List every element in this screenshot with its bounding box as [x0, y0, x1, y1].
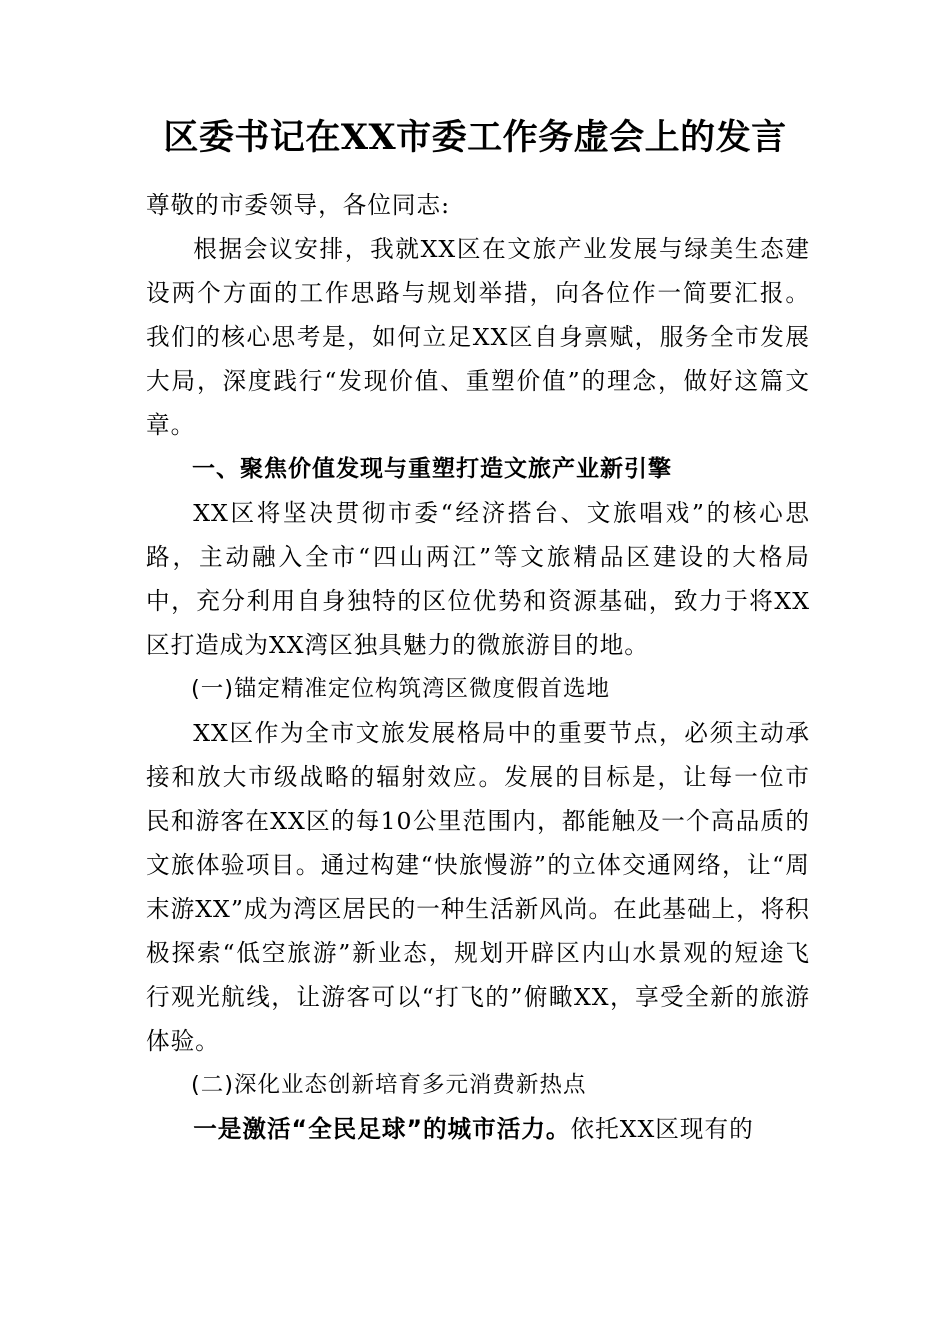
document-body [146, 183, 810, 1151]
subsection-2-text: 依托XX区现有的 [570, 1115, 754, 1143]
subsection-2-paragraph [146, 1107, 810, 1151]
subsection-2-lead: 一是激活“全民足球”的城市活力。 [193, 1115, 571, 1143]
intro-paragraph: 根据会议安排，我就XX区在文旅产业发展与绿美生态建设两个方面的工作思路与规划举措，向各位作一简要汇报。我们的核心思考是，如何立足XX区自身禀赋，服务全市发展大局，深度践行“发现价值、重塑价值”的理念，做好这篇文章。 [146, 235, 810, 439]
section-1-heading: 一、聚焦价值发现与重塑打造文旅产业新引擎 [192, 456, 672, 482]
subsection-1-heading: (一)锚定精准定位构筑湾区微度假首选地 [191, 676, 611, 702]
subsection-1-paragraph: XX区作为全市文旅发展格局中的重要节点，必须主动承接和放大市级战略的辐射效应。发展的目标是，让每一位市民和游客在XX区的每10公里范围内，都能触及一个高品质的文旅体验项目。通过构建“快旅慢游”的立体交通网络，让“周末游XX”成为湾区居民的一种生活新风尚。在此基础上，将积极探索“低空旅游”新业态，规划开辟区内山水景观的短途飞行观光航线，让游客可以“打飞的”俯瞰XX，享受全新的旅游体验。 [146, 719, 810, 1055]
document-title: 区委书记在XX市委工作务虚会上的发言 [163, 117, 787, 158]
subsection-2-heading: (二)深化业态创新培育多元消费新热点 [191, 1072, 587, 1098]
section-1-paragraph: XX区将坚决贯彻市委“经济搭台、文旅唱戏”的核心思路，主动融入全市“四山两江”等文旅精品区建设的大格局中，充分利用自身独特的区位优势和资源基础，致力于将XX区打造成为XX湾区独具魅力的微旅游目的地。 [146, 499, 810, 659]
salutation: 尊敬的市委领导，各位同志: [146, 191, 451, 219]
